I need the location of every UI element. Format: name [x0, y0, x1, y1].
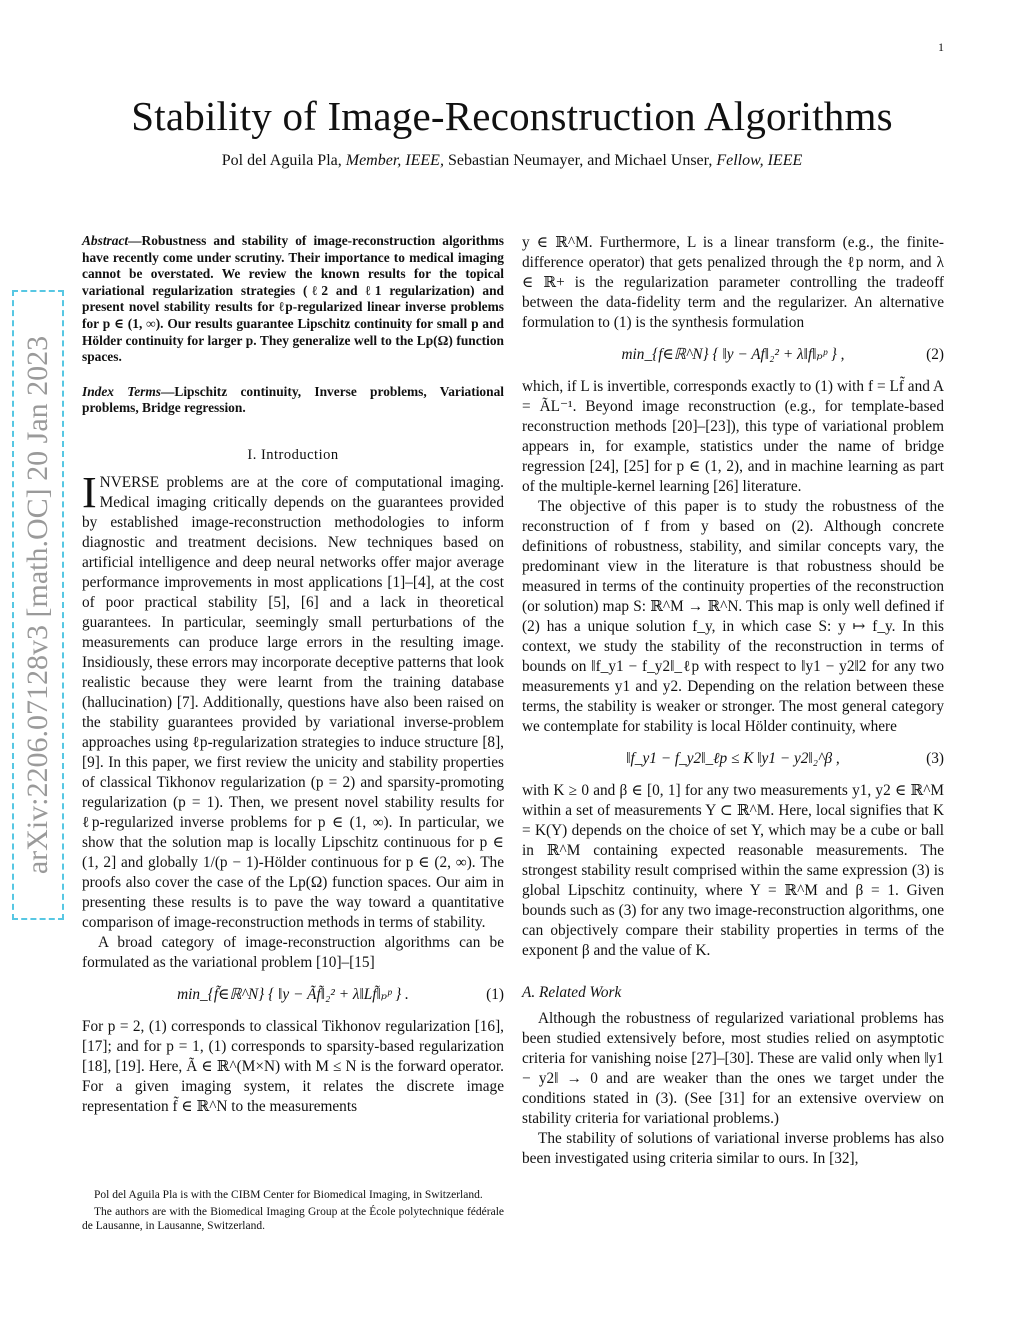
- arxiv-stamp-text: arXiv:2206.07128v3 [math.OC] 20 Jan 2023: [21, 335, 54, 875]
- index-terms-text: —Lipschitz continuity, Inverse problems, Variational problems, Bridge regression.: [82, 383, 504, 416]
- index-terms: [82, 384, 504, 417]
- intro-paragraph-1: [82, 467, 504, 933]
- equation-1: [82, 983, 504, 1007]
- right-paragraph-6: The stability of solutions of variational inverse problems has also been investigated using criteria similar to ours. In [32],: [522, 1130, 944, 1167]
- section-heading-introduction: I. Introduction: [247, 446, 339, 463]
- equation-1-number: (1): [486, 985, 504, 1003]
- equation-1-body: min_{f̃∈ℝ^N} { ‖y − Ãf̃‖₂² + λ‖Lf̃‖ₚᵖ } .: [177, 985, 409, 1003]
- index-terms-lead: Index Terms: [82, 383, 161, 399]
- intro-paragraph-1-text: NVERSE problems are at the core of computational imaging. Medical imaging critically depends on the guarantees provided by established image-reconstruction methodologies to inform diagnostic and treatment decisions. New techniques based on artificial intelligence and deep neural networks offer major average performance improvements in most applications [1]–[4], at the cost of poor practical stability [5], [6] and a lack in theoretical guarantees. In particular, seemingly small perturbations of the measurements can produce large errors in the resulting image. Insidiously, these errors may incorporate deceptive patterns that look realistic because they were learnt from the training database (hallucination) [7]. Additionally, questions have also been raised on the stability guarantees provided by variational inverse-problem approaches using ℓp-regularization strategies to induce structure [8], [9]. In this paper, we first review the unicity and stability properties of classical Tikhonov regularization (p = 2) and sparsity-promoting regularization (p = 1). Then, we present novel stability results for ℓp-regularized inverse problems for p ∈ (1, ∞). In particular, we show that the solution map is locally Lipschitz continuous for p ∈ (1, 2] and globally 1/(p − 1)-Hölder continuous for p ∈ (2, ∞). The proofs also cover the case of the Lp(Ω) function spaces. Our aim in presenting these results is to pave the way toward a quantitative comparison of image-reconstruction methods in terms of stability.: [82, 473, 504, 931]
- page-number: 1: [938, 40, 944, 54]
- equation-2-number: (2): [926, 346, 944, 363]
- abstract-lead: Abstract: [82, 233, 129, 248]
- subsection-heading-related-work: A. Related Work: [522, 984, 622, 1001]
- right-paragraph-3: The objective of this paper is to study the robustness of the reconstruction of f from y based on (2). Although concrete definitions of robustness, stability, and similar concepts vary, the predominant view in the literature is that robustness should be measured in terms of the continuity properties of the reconstruction (or solution) map S: ℝ^M → ℝ^N. This map is only well defined if (2) has a unique solution f_y, in which case S: y ↦ f_y. In this context, we study the stability of the reconstruction in terms of bounds on ‖f_y1 − f_y2‖_ℓp with respect to ‖y1 − y2‖2 for any two measurements y1 and y2. Depending on the relation between these terms, the stability is weaker or stronger. The most general category we contemplate for stability is local Hölder continuity, where: [522, 498, 944, 735]
- intro-paragraph-2: A broad category of image-reconstruction algorithms can be formulated as the variational problem [10]–[15]: [82, 933, 504, 971]
- footnote-1: Pol del Aguila Pla is with the CIBM Center for Biomedical Imaging, in Switzerland.: [94, 1189, 483, 1201]
- intro-paragraph-3: For p = 2, (1) corresponds to classical Tikhonov regularization [16], [17]; and for p = 1, (1) corresponds to sparsity-based regularization [18], [19]. Here, Ã ∈ ℝ^(M×N) with M ≤ N is the forward operator. For a given imaging system, it relates the discrete image representation f̃ ∈ ℝ^N to the measurements: [82, 1017, 504, 1115]
- footnote-2: The authors are with the Biomedical Imaging Group at the École polytechnique fédérale de Lausanne, in Lausanne, Switzerland.: [82, 1206, 504, 1232]
- paper-title: Stability of Image-Reconstruction Algorithms: [131, 93, 893, 139]
- abstract: [82, 233, 504, 366]
- author-line: [0, 152, 1024, 170]
- right-paragraph-4: with K ≥ 0 and β ∈ [0, 1] for any two measurements y1, y2 ∈ ℝ^M within a set of measurements Y ⊂ ℝ^M. Here, local signifies that K = K(Y) depends on the choice of set Y, which may be a cube or ball in ℝ^M containing expected reasonable measurements. The strongest stability result comprised within the same expression (3) is global Lipschitz continuity, where Y = ℝ^M and β = 1. Given bounds such as (3) for any two image-reconstruction algorithms, one can objectively compare their stability properties in terms of the exponent β and the value of K.: [522, 782, 944, 959]
- equation-3-number: (3): [926, 750, 944, 767]
- right-paragraph-1: y ∈ ℝ^M. Furthermore, L is a linear transform (e.g., the finite-difference operator) that gets penalized through the ℓp norm, and λ ∈ ℝ+ is the regularization parameter controlling the tradeoff between the data-fidelity term and the regularizer. An alternative formulation to (1) is the synthesis formulation: [522, 234, 944, 331]
- arxiv-stamp: [12, 290, 64, 920]
- right-paragraph-5: Although the robustness of regularized variational problems has been studied extensively before, most studies relied on asymptotic criteria for vanishing noise [27]–[30]. These are valid only when ‖y1 − y2‖ → 0 and are weaker than the ones we target under the conditions stated in (3). (See [31] for an extensive overview on stability criteria for variational problems.): [522, 1010, 944, 1127]
- author-3-role: Fellow, IEEE: [716, 152, 803, 169]
- author-1: Pol del Aguila Pla,: [221, 152, 346, 169]
- footnotes: [82, 1188, 504, 1236]
- equation-2-body: min_{f∈ℝ^N} { ‖y − Af‖₂² + λ‖f‖ₚᵖ } ,: [621, 346, 845, 363]
- equation-3: [522, 747, 944, 771]
- right-paragraph-2: which, if L is invertible, corresponds exactly to (1) with f = Lf̃ and A = ÃL⁻¹. Beyond image reconstruction (e.g., for template-based reconstruction methods [20]–[23]), this type of variational problem appears in, for example, statistics under the name of bridge regression [24], [25] for p ∈ (1, 2), and in machine learning as part of the multiple-kernel learning [26] literature.: [522, 378, 944, 495]
- right-column: [522, 233, 944, 1169]
- author-2-3: Sebastian Neumayer, and Michael Unser,: [443, 152, 717, 169]
- author-1-role: Member, IEEE,: [345, 152, 444, 169]
- equation-2: [522, 343, 944, 367]
- left-column: [82, 233, 504, 1117]
- equation-3-body: ‖f_y1 − f_y2‖_ℓp ≤ K ‖y1 − y2‖₂^β ,: [626, 750, 840, 767]
- drop-cap: I: [82, 467, 97, 517]
- abstract-text: —Robustness and stability of image-reconstruction algorithms have recently come under scrutiny. Their importance to medical imaging cannot be overstated. We review the known results for the topical variational regularization strategies (ℓ2 and ℓ1 regularization) and present novel stability results for ℓp-regularized linear inverse problems for p ∈ (1, ∞). Our results guarantee Lipschitz continuity for small p and Hölder continuity for larger p. They generalize well to the Lp(Ω) function spaces.: [82, 233, 504, 365]
